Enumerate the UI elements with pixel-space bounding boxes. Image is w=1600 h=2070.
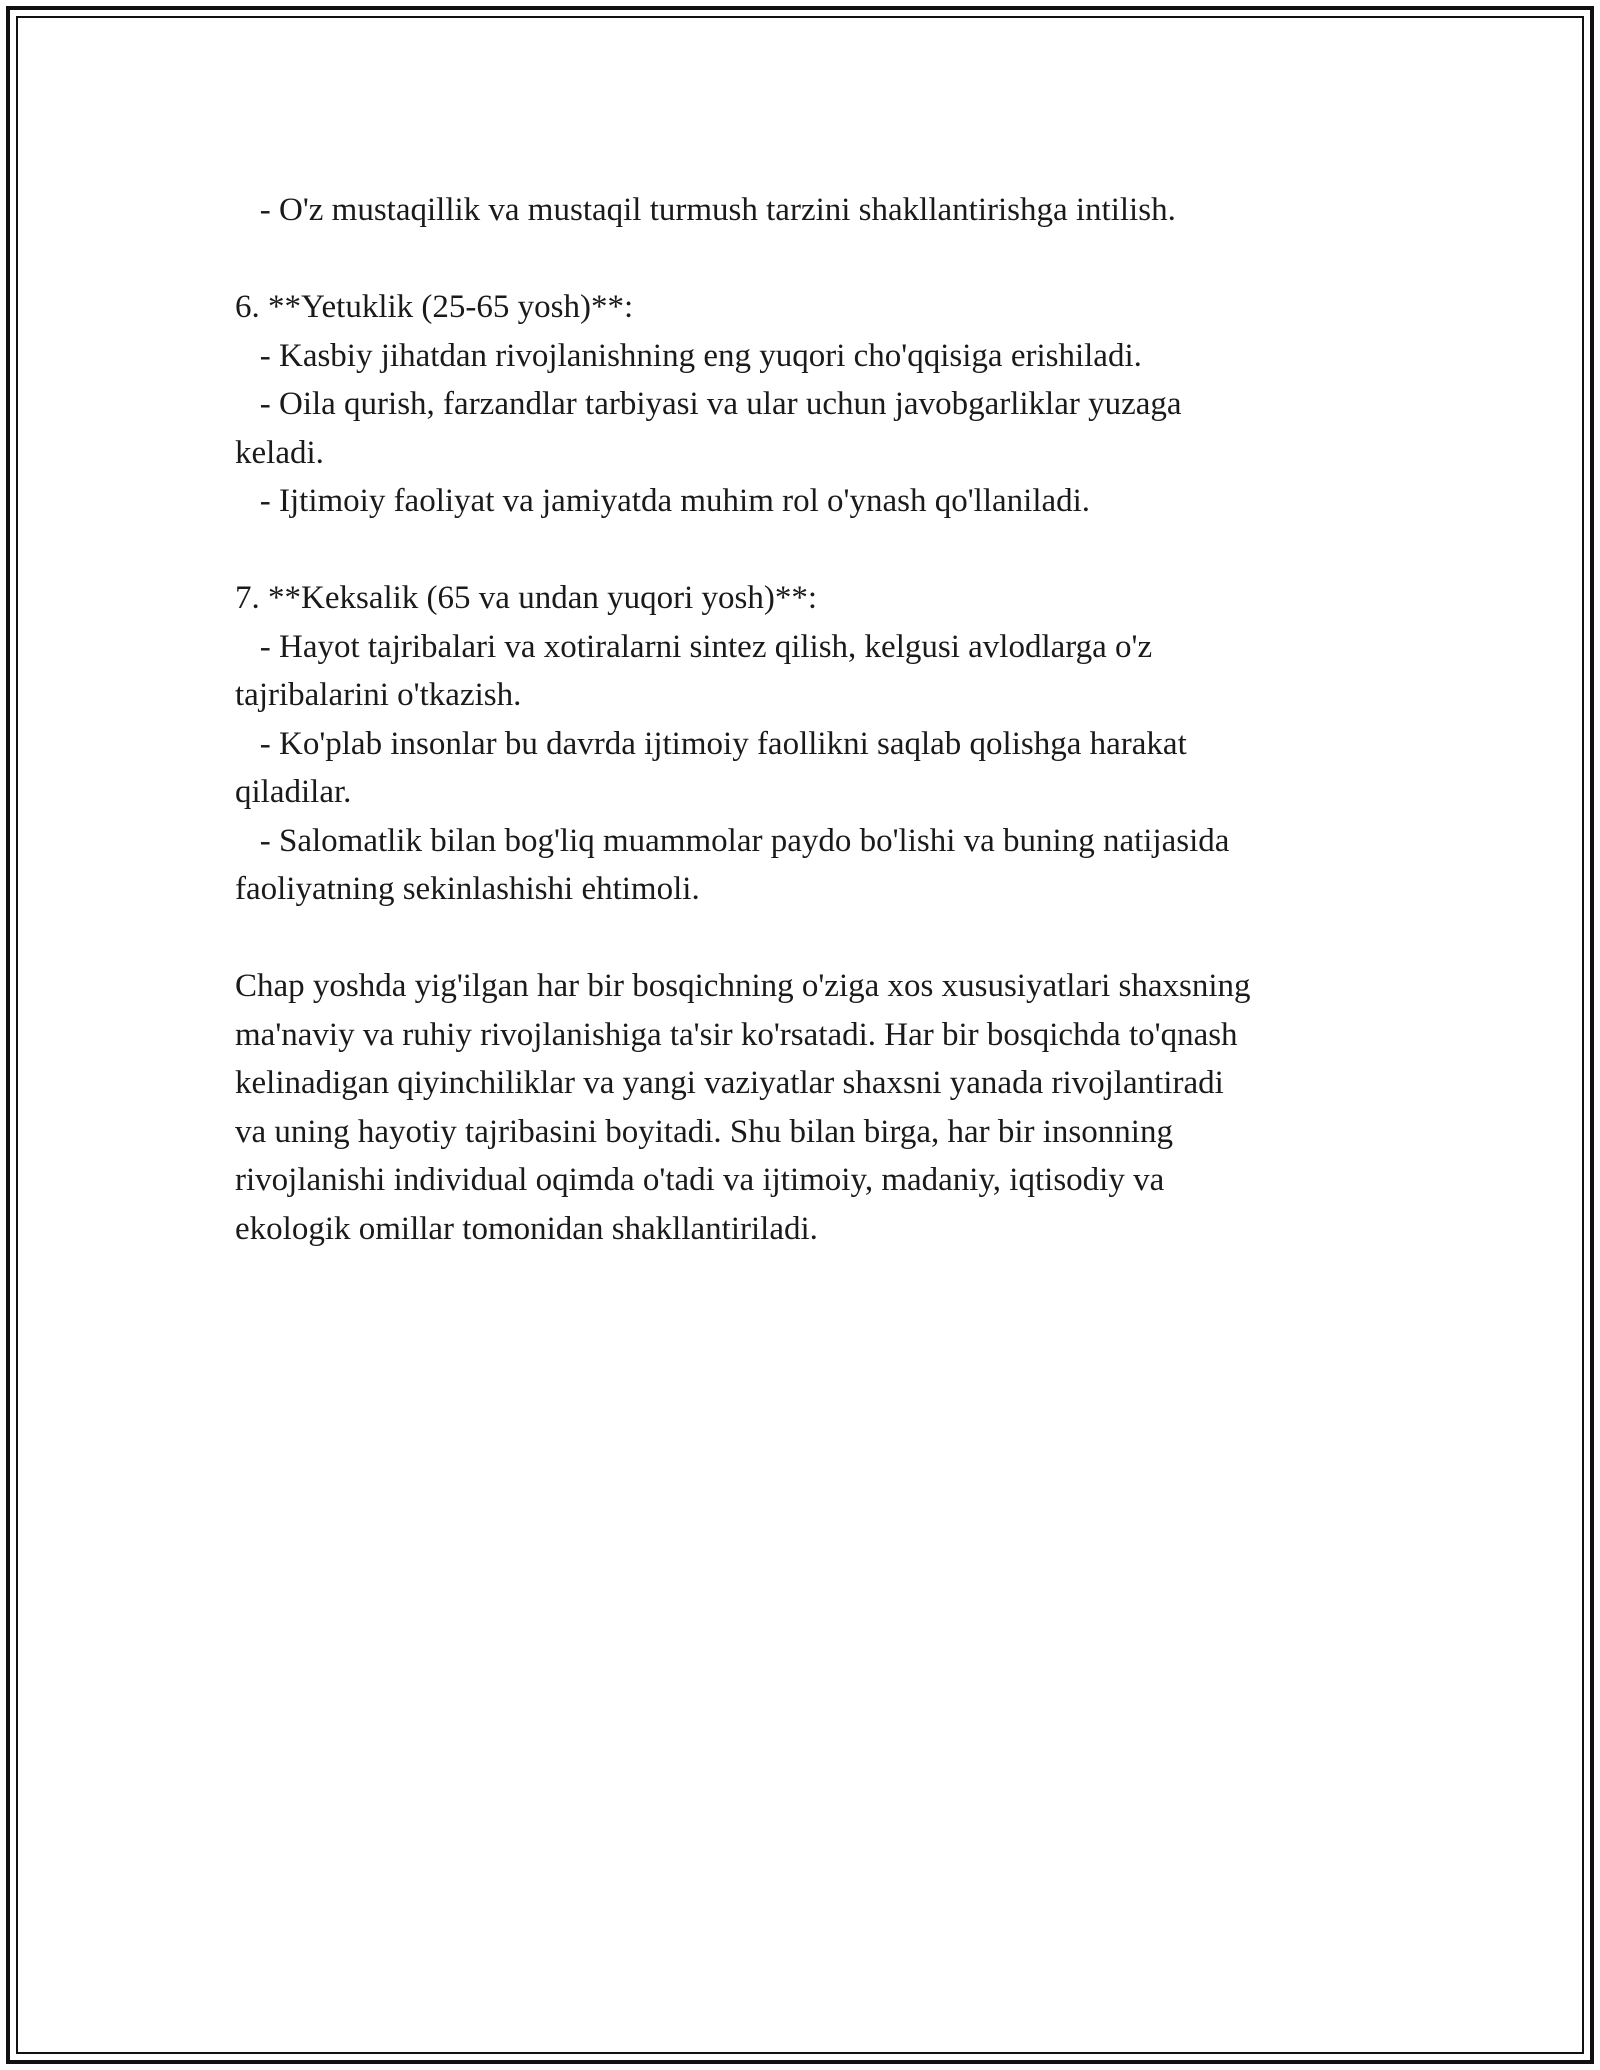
paragraph-line: Chap yoshda yig'ilgan har bir bosqichning o'ziga xos xususiyatlari shaxsning <box>235 968 1251 1004</box>
paragraph-line: va uning hayotiy tajribasini boyitadi. Shu bilan birga, har bir insonning <box>235 1113 1173 1150</box>
list-item-line: - O'z mustaqillik va mustaqil turmush tarzini shakllantirishga intilish. <box>235 192 1176 228</box>
blank-line <box>235 914 1435 963</box>
list-item-line: - Ijtimoiy faoliyat va jamiyatda muhim rol o'ynash qo'llaniladi. <box>235 483 1091 519</box>
list-item-continuation: keladi. <box>235 434 324 471</box>
list-item-continuation: tajribalarini o'tkazish. <box>235 677 522 713</box>
document-body <box>235 186 1435 1253</box>
paragraph-line: ekologik omillar tomonidan shakllantiriladi. <box>235 1210 818 1247</box>
blank-line <box>235 526 1435 575</box>
list-item-continuation: faoliyatning sekinlashishi ehtimoli. <box>235 871 700 907</box>
paragraph-line: ma'naviy va ruhiy rivojlanishiga ta'sir ko'rsatadi. Har bir bosqichda to'qnash <box>235 1016 1238 1053</box>
list-item-line: - Kasbiy jihatdan rivojlanishning eng yuqori cho'qqisiga erishiladi. <box>235 337 1142 374</box>
list-item-line: - Salomatlik bilan bog'liq muammolar paydo bo'lishi va buning natijasida <box>235 822 1230 859</box>
paragraph-line: kelinadigan qiyinchiliklar va yangi vaziyatlar shaxsni yanada rivojlantiradi <box>235 1065 1224 1101</box>
blank-line <box>235 235 1435 284</box>
section-heading-yetuklik: 6. **Yetuklik (25-65 yosh)**: <box>235 289 634 325</box>
list-item-line: - Ko'plab insonlar bu davrda ijtimoiy faollikni saqlab qolishga harakat <box>235 725 1187 762</box>
section-heading-keksalik: 7. **Keksalik (65 va undan yuqori yosh)**: <box>235 580 817 616</box>
list-item-continuation: qiladilar. <box>235 774 352 810</box>
paragraph-line: rivojlanishi individual oqimda o'tadi va ijtimoiy, madaniy, iqtisodiy va <box>235 1162 1165 1198</box>
list-item-line: - Oila qurish, farzandlar tarbiyasi va ular uchun javobgarliklar yuzaga <box>235 386 1182 422</box>
list-item-line: - Hayot tajribalari va xotiralarni sintez qilish, kelgusi avlodlarga o'z <box>235 628 1153 665</box>
